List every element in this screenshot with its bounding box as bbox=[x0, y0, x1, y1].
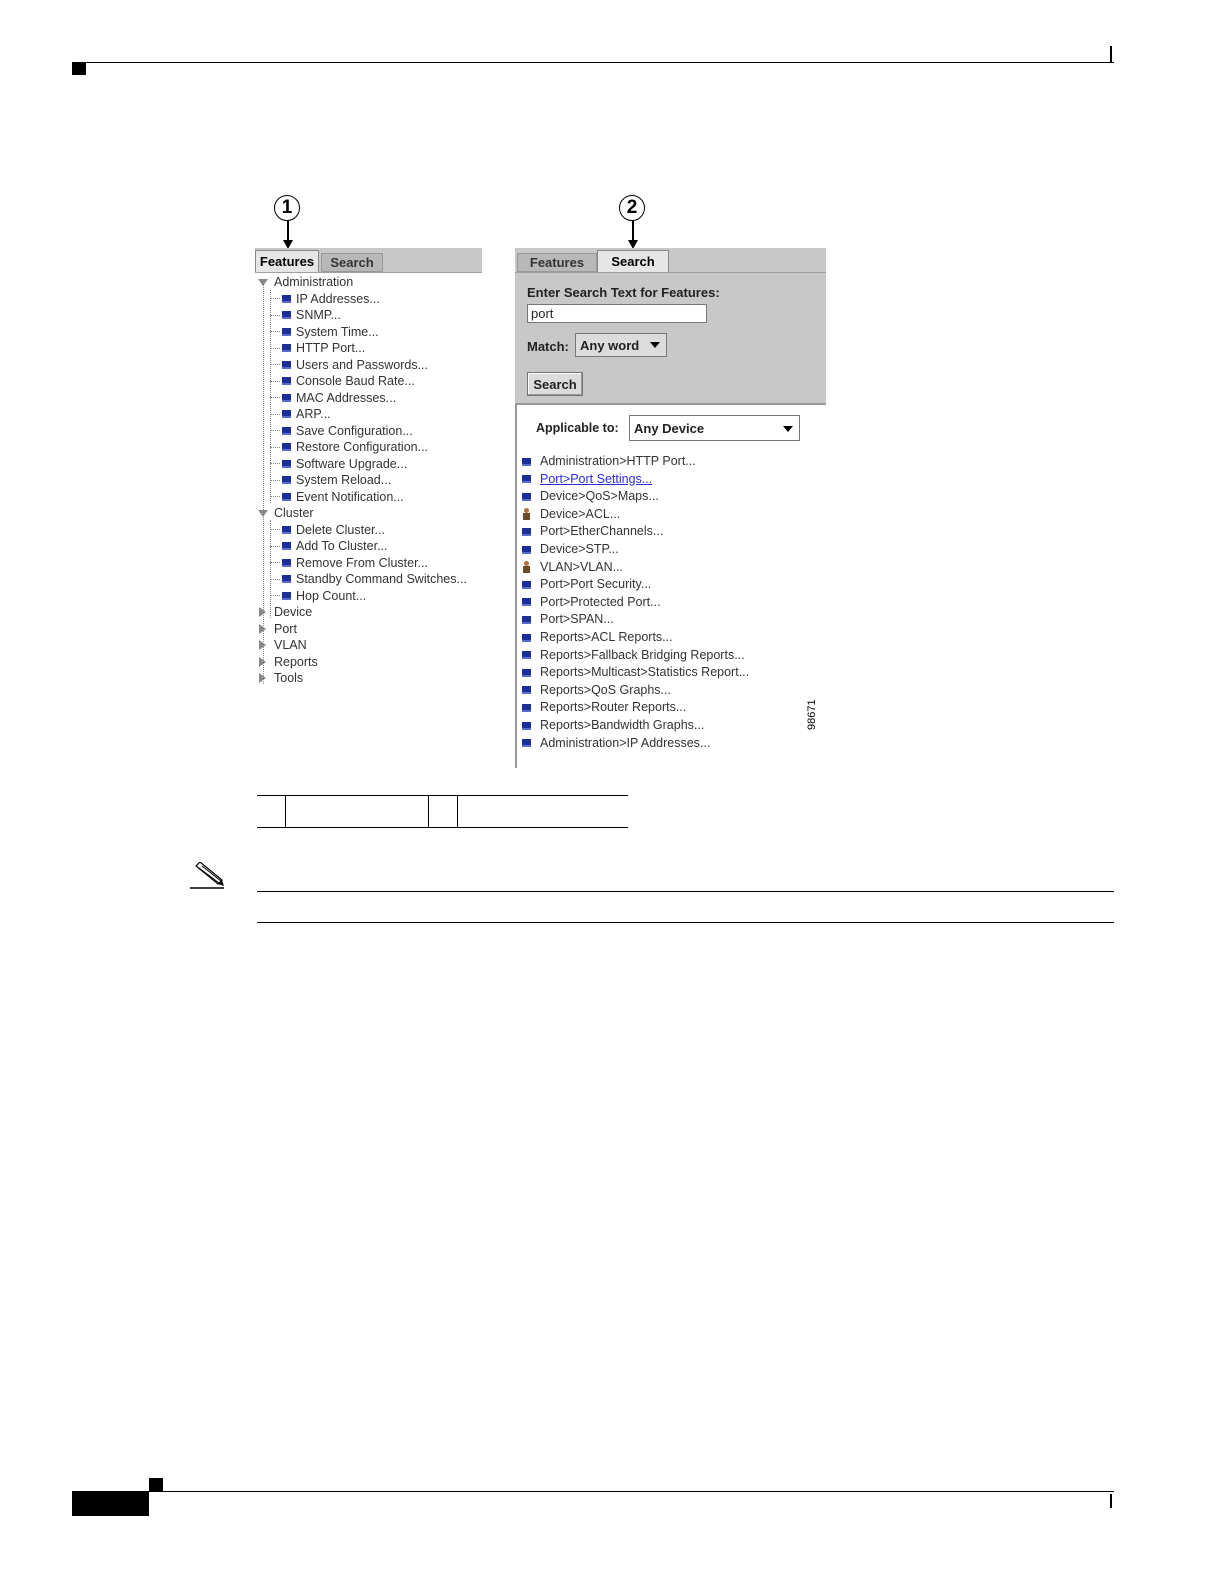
callout-1: 1 bbox=[274, 195, 300, 221]
search-input[interactable]: port bbox=[527, 304, 707, 323]
note-pencil-icon bbox=[190, 862, 226, 895]
tree-leaf[interactable] bbox=[270, 456, 407, 472]
footer-rule bbox=[72, 1491, 1114, 1492]
tree-folder[interactable] bbox=[259, 621, 297, 637]
tree-item-label: Administration bbox=[274, 275, 354, 289]
tab-features[interactable]: Features bbox=[255, 250, 319, 272]
tree-item-label: Save Configuration... bbox=[296, 423, 413, 438]
tree-item-label: Device bbox=[274, 605, 313, 619]
search-result-label: Port>Protected Port... bbox=[540, 594, 661, 609]
callout-2: 2 bbox=[619, 195, 645, 221]
feature-doc-icon bbox=[522, 669, 531, 677]
feature-doc-icon bbox=[282, 542, 291, 550]
tree-item-label: SNMP... bbox=[296, 308, 341, 322]
search-button[interactable]: Search bbox=[527, 372, 583, 396]
tree-item-label: Event Notification... bbox=[296, 489, 404, 504]
feature-tree bbox=[255, 274, 482, 693]
search-result-label: Reports>Fallback Bridging Reports... bbox=[540, 647, 745, 662]
feature-doc-icon bbox=[522, 598, 531, 606]
header-rule bbox=[72, 62, 1114, 63]
feature-doc-icon bbox=[522, 546, 531, 554]
expanded-triangle-icon bbox=[258, 510, 268, 517]
tree-item-label: Hop Count... bbox=[296, 588, 367, 603]
note-top-rule bbox=[257, 891, 1114, 892]
feature-doc-icon bbox=[522, 634, 531, 642]
tree-leaf[interactable] bbox=[270, 423, 413, 439]
chevron-down-icon bbox=[650, 342, 660, 348]
search-result-item[interactable] bbox=[522, 629, 673, 646]
footer-tick bbox=[1110, 1494, 1112, 1508]
search-result-label: Device>STP... bbox=[540, 542, 619, 556]
tree-item-label: Tools bbox=[274, 671, 304, 685]
search-result-item[interactable] bbox=[522, 647, 745, 664]
search-result-label: Administration>IP Addresses... bbox=[540, 735, 711, 750]
collapsed-triangle-icon bbox=[259, 657, 266, 667]
tree-item-label: Users and Passwords... bbox=[296, 357, 428, 372]
feature-doc-icon bbox=[522, 475, 531, 483]
tree-leaf[interactable] bbox=[270, 340, 365, 356]
tree-item-label: Console Baud Rate... bbox=[296, 374, 415, 388]
feature-doc-icon bbox=[282, 361, 291, 369]
search-result-label: Reports>Router Reports... bbox=[540, 700, 687, 715]
feature-doc-icon bbox=[522, 581, 531, 589]
feature-doc-icon bbox=[282, 575, 291, 583]
tree-leaf[interactable] bbox=[270, 588, 366, 604]
tree-item-label: System Time... bbox=[296, 324, 379, 339]
collapsed-triangle-icon bbox=[259, 607, 266, 617]
person-icon bbox=[522, 561, 531, 573]
tree-folder[interactable] bbox=[259, 670, 303, 686]
panel-divider bbox=[515, 403, 826, 405]
applicable-select[interactable] bbox=[629, 415, 800, 441]
tree-leaf[interactable] bbox=[270, 390, 396, 406]
search-result-item[interactable] bbox=[522, 541, 619, 558]
search-result-item[interactable] bbox=[522, 488, 659, 505]
search-result-item[interactable] bbox=[522, 576, 651, 593]
feature-doc-icon bbox=[282, 311, 291, 319]
tree-item-label: Add To Cluster... bbox=[296, 539, 388, 553]
chevron-down-icon bbox=[783, 426, 793, 432]
callout-2-arrow bbox=[632, 221, 634, 241]
header-marker bbox=[72, 63, 86, 75]
search-result-label: Device>ACL... bbox=[540, 506, 621, 521]
note-bottom-rule bbox=[257, 922, 1114, 923]
figure-id: 98671 bbox=[806, 699, 818, 730]
tree-leaf[interactable] bbox=[270, 324, 379, 340]
tree-folder[interactable] bbox=[259, 654, 318, 670]
search-result-item[interactable] bbox=[522, 682, 671, 699]
feature-doc-icon bbox=[282, 559, 291, 567]
search-result-item[interactable] bbox=[522, 594, 661, 611]
footer-marker bbox=[149, 1478, 163, 1492]
results-left-border bbox=[515, 403, 517, 768]
tree-item-label: Cluster bbox=[274, 506, 314, 520]
tab-search[interactable]: Search bbox=[597, 250, 669, 272]
tree-item-label: Port bbox=[274, 621, 297, 636]
tree-item-label: System Reload... bbox=[296, 473, 392, 487]
search-result-label: Port>Port Settings... bbox=[540, 471, 653, 486]
feature-doc-icon bbox=[282, 344, 291, 352]
feature-doc-icon bbox=[282, 493, 291, 501]
tree-leaf[interactable] bbox=[270, 291, 380, 307]
callout-1-arrow bbox=[287, 221, 289, 241]
feature-doc-icon bbox=[282, 443, 291, 451]
callout-table-divider bbox=[285, 795, 286, 828]
tree-item-label: VLAN bbox=[274, 638, 307, 652]
search-result-item[interactable] bbox=[522, 523, 663, 540]
expanded-triangle-icon bbox=[258, 279, 268, 286]
tree-item-label: Restore Configuration... bbox=[296, 440, 429, 454]
search-result-item[interactable] bbox=[522, 735, 710, 752]
tree-item-label: Reports bbox=[274, 654, 318, 669]
feature-doc-icon bbox=[282, 460, 291, 468]
features-panel bbox=[255, 248, 482, 693]
feature-doc-icon bbox=[282, 328, 291, 336]
search-result-label: Reports>QoS Graphs... bbox=[540, 682, 671, 697]
search-text-label: Enter Search Text for Features: bbox=[527, 285, 720, 300]
match-label: Match: bbox=[527, 339, 569, 354]
footer-block bbox=[72, 1492, 149, 1516]
person-icon bbox=[522, 508, 531, 520]
search-result-item[interactable] bbox=[522, 506, 620, 523]
tree-leaf[interactable] bbox=[270, 538, 388, 554]
callout-table-top-rule bbox=[257, 795, 628, 796]
search-result-label: Device>QoS>Maps... bbox=[540, 489, 659, 504]
feature-doc-icon bbox=[282, 394, 291, 402]
tree-item-label: Remove From Cluster... bbox=[296, 555, 428, 570]
tree-item-label: ARP... bbox=[296, 407, 331, 421]
tree-leaf[interactable] bbox=[270, 489, 404, 505]
search-result-item[interactable] bbox=[522, 559, 623, 576]
callout-table-bottom-rule bbox=[257, 827, 628, 828]
feature-doc-icon bbox=[522, 493, 531, 501]
tree-item-label: IP Addresses... bbox=[296, 291, 380, 306]
match-select-value: Any word bbox=[580, 337, 640, 353]
tree-leaf[interactable] bbox=[270, 472, 391, 488]
match-select[interactable] bbox=[575, 333, 667, 357]
feature-doc-icon bbox=[282, 427, 291, 435]
tree-leaf[interactable] bbox=[270, 307, 341, 323]
tree-leaf[interactable] bbox=[270, 357, 428, 373]
search-result-label: Reports>Multicast>Statistics Report... bbox=[540, 665, 750, 680]
feature-doc-icon bbox=[522, 651, 531, 659]
tree-leaf[interactable] bbox=[270, 571, 467, 587]
feature-doc-icon bbox=[522, 458, 531, 466]
callout-table-divider bbox=[428, 795, 429, 828]
tree-item-label: MAC Addresses... bbox=[296, 390, 397, 405]
feature-doc-icon bbox=[282, 592, 291, 600]
feature-doc-icon bbox=[522, 528, 531, 536]
search-result-label: Port>SPAN... bbox=[540, 612, 614, 627]
search-result-item[interactable] bbox=[522, 699, 686, 716]
search-result-label: VLAN>VLAN... bbox=[540, 559, 624, 574]
search-result-item[interactable] bbox=[522, 453, 696, 470]
tree-item-label: Standby Command Switches... bbox=[296, 572, 467, 586]
tab-search[interactable]: Search bbox=[321, 253, 383, 272]
search-result-item[interactable] bbox=[522, 471, 652, 488]
tree-leaf[interactable] bbox=[270, 555, 428, 571]
feature-doc-icon bbox=[282, 526, 291, 534]
tree-leaf[interactable] bbox=[270, 406, 331, 422]
tree-item-label: Delete Cluster... bbox=[296, 522, 385, 537]
applicable-select-value: Any Device bbox=[634, 420, 705, 436]
tree-folder[interactable] bbox=[259, 604, 312, 620]
feature-doc-icon bbox=[282, 295, 291, 303]
tree-leaf[interactable] bbox=[270, 522, 385, 538]
feature-doc-icon bbox=[522, 739, 531, 747]
tree-folder[interactable] bbox=[258, 505, 314, 521]
collapsed-triangle-icon bbox=[259, 640, 266, 650]
tree-item-label: HTTP Port... bbox=[296, 341, 366, 355]
feature-doc-icon bbox=[522, 722, 531, 730]
tree-item-label: Software Upgrade... bbox=[296, 456, 408, 471]
tree-leaf[interactable] bbox=[270, 373, 415, 389]
search-result-item[interactable] bbox=[522, 717, 704, 734]
header-tick bbox=[1110, 46, 1112, 62]
feature-doc-icon bbox=[282, 476, 291, 484]
search-result-label: Port>Port Security... bbox=[540, 577, 652, 592]
search-result-label: Administration>HTTP Port... bbox=[540, 454, 696, 468]
tree-folder[interactable] bbox=[258, 274, 353, 290]
applicable-label: Applicable to: bbox=[536, 421, 619, 435]
search-result-label: Port>EtherChannels... bbox=[540, 524, 664, 539]
search-result-label: Reports>Bandwidth Graphs... bbox=[540, 718, 705, 732]
callout-table-divider bbox=[457, 795, 458, 828]
feature-doc-icon bbox=[522, 686, 531, 694]
search-result-item[interactable] bbox=[522, 664, 749, 681]
search-result-label: Reports>ACL Reports... bbox=[540, 630, 673, 644]
feature-doc-icon bbox=[522, 704, 531, 712]
feature-doc-icon bbox=[522, 616, 531, 624]
search-result-item[interactable] bbox=[522, 611, 614, 628]
tab-features[interactable]: Features bbox=[517, 253, 597, 272]
tree-leaf[interactable] bbox=[270, 439, 428, 455]
collapsed-triangle-icon bbox=[259, 673, 266, 683]
feature-doc-icon bbox=[282, 410, 291, 418]
feature-doc-icon bbox=[282, 377, 291, 385]
collapsed-triangle-icon bbox=[259, 624, 266, 634]
tree-folder[interactable] bbox=[259, 637, 307, 653]
